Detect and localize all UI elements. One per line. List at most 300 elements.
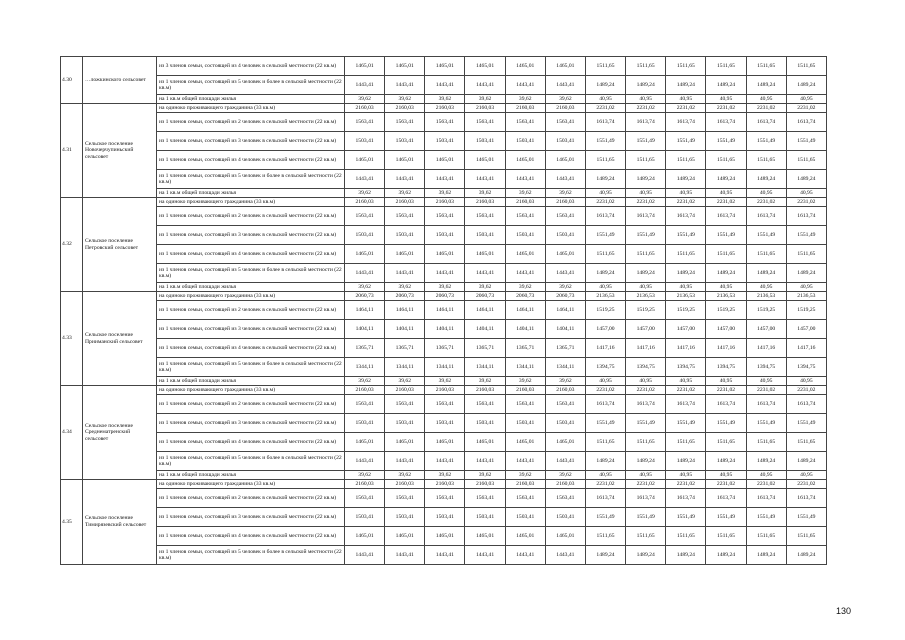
value-cell: 1489,24 bbox=[746, 170, 786, 189]
value-cell: 1465,01 bbox=[385, 527, 425, 546]
tariff-table bbox=[60, 56, 827, 565]
value-cell: 1417,16 bbox=[786, 339, 826, 358]
value-cell: 1503,41 bbox=[465, 414, 505, 433]
value-cell: 1511,65 bbox=[666, 151, 706, 170]
value-cell: 2231,02 bbox=[626, 480, 666, 489]
value-cell: 1443,41 bbox=[425, 170, 465, 189]
value-cell: 1404,11 bbox=[345, 320, 385, 339]
value-cell: 2231,02 bbox=[626, 386, 666, 395]
value-cell: 2160,03 bbox=[345, 480, 385, 489]
table-row bbox=[61, 198, 827, 207]
value-cell: 1464,11 bbox=[545, 301, 585, 320]
value-cell: 1519,25 bbox=[786, 301, 826, 320]
value-cell: 1503,41 bbox=[505, 414, 545, 433]
value-cell: 1365,71 bbox=[545, 339, 585, 358]
value-cell: 39,62 bbox=[385, 189, 425, 198]
value-cell: 40,95 bbox=[706, 189, 746, 198]
value-cell: 1344,11 bbox=[425, 358, 465, 377]
norm-description: из 1 членов семьи, состоящей из 4 человек в сельской местности (22 кв.м) bbox=[157, 527, 345, 546]
value-cell: 1613,74 bbox=[786, 113, 826, 132]
value-cell: 1551,49 bbox=[786, 414, 826, 433]
value-cell: 1563,41 bbox=[465, 113, 505, 132]
value-cell: 1465,01 bbox=[505, 245, 545, 264]
value-cell: 1613,74 bbox=[746, 489, 786, 508]
value-cell: 40,95 bbox=[626, 471, 666, 480]
value-cell: 1489,24 bbox=[786, 76, 826, 95]
value-cell: 1551,49 bbox=[626, 132, 666, 151]
value-cell: 39,62 bbox=[425, 377, 465, 386]
table-row bbox=[61, 76, 827, 95]
value-cell: 2231,02 bbox=[706, 104, 746, 113]
value-cell: 39,62 bbox=[465, 283, 505, 292]
value-cell: 39,62 bbox=[385, 377, 425, 386]
value-cell: 2160,03 bbox=[465, 386, 505, 395]
value-cell: 40,95 bbox=[786, 283, 826, 292]
table-row bbox=[61, 395, 827, 414]
table-row bbox=[61, 113, 827, 132]
value-cell: 1551,49 bbox=[585, 508, 625, 527]
value-cell: 39,62 bbox=[425, 283, 465, 292]
value-cell: 1503,41 bbox=[545, 132, 585, 151]
norm-description: на одиноко проживающего гражданина (33 кв.м) bbox=[157, 386, 345, 395]
table-row bbox=[61, 546, 827, 565]
value-cell: 1443,41 bbox=[465, 452, 505, 471]
value-cell: 1465,01 bbox=[385, 245, 425, 264]
value-cell: 1457,00 bbox=[626, 320, 666, 339]
value-cell: 1404,11 bbox=[385, 320, 425, 339]
value-cell: 1404,11 bbox=[425, 320, 465, 339]
value-cell: 1511,65 bbox=[786, 433, 826, 452]
value-cell: 40,95 bbox=[666, 189, 706, 198]
value-cell: 2231,02 bbox=[786, 480, 826, 489]
value-cell: 2231,02 bbox=[746, 480, 786, 489]
norm-description: из 1 членов семьи, состоящей из 2 человек в сельской местности (22 кв.м) bbox=[157, 395, 345, 414]
value-cell: 1613,74 bbox=[666, 395, 706, 414]
value-cell: 1489,24 bbox=[706, 264, 746, 283]
value-cell: 1457,00 bbox=[666, 320, 706, 339]
value-cell: 1417,16 bbox=[706, 339, 746, 358]
tariff-table-body bbox=[61, 57, 827, 565]
value-cell: 1519,25 bbox=[746, 301, 786, 320]
value-cell: 1344,11 bbox=[345, 358, 385, 377]
value-cell: 1551,49 bbox=[626, 414, 666, 433]
value-cell: 1365,71 bbox=[345, 339, 385, 358]
value-cell: 1511,65 bbox=[746, 151, 786, 170]
settlement-name: Сельское поселение Тимирязевский сельсовет bbox=[83, 480, 157, 565]
value-cell: 2231,02 bbox=[666, 386, 706, 395]
value-cell: 1489,24 bbox=[585, 452, 625, 471]
value-cell: 1511,65 bbox=[626, 245, 666, 264]
value-cell: 39,62 bbox=[545, 283, 585, 292]
value-cell: 1563,41 bbox=[465, 207, 505, 226]
norm-description: из 1 членов семьи, состоящей из 3 человек в сельской местности (22 кв.м) bbox=[157, 320, 345, 339]
value-cell: 1503,41 bbox=[345, 508, 385, 527]
value-cell: 1465,01 bbox=[545, 57, 585, 76]
settlement-code: 4.35 bbox=[61, 480, 83, 565]
value-cell: 1465,01 bbox=[345, 527, 385, 546]
norm-description: из 1 членов семьи, состоящей из 3 человек в сельской местности (22 кв.м) bbox=[157, 508, 345, 527]
value-cell: 1563,41 bbox=[465, 395, 505, 414]
table-row bbox=[61, 189, 827, 198]
value-cell: 39,62 bbox=[425, 95, 465, 104]
value-cell: 1511,65 bbox=[786, 57, 826, 76]
value-cell: 40,95 bbox=[706, 471, 746, 480]
value-cell: 1489,24 bbox=[666, 76, 706, 95]
table-row bbox=[61, 170, 827, 189]
value-cell: 1511,65 bbox=[706, 527, 746, 546]
value-cell: 2136,53 bbox=[706, 292, 746, 301]
value-cell: 1417,16 bbox=[666, 339, 706, 358]
value-cell: 2231,02 bbox=[706, 386, 746, 395]
value-cell: 2160,03 bbox=[385, 386, 425, 395]
value-cell: 39,62 bbox=[505, 377, 545, 386]
value-cell: 2231,02 bbox=[746, 198, 786, 207]
value-cell: 1551,49 bbox=[746, 226, 786, 245]
value-cell: 1465,01 bbox=[465, 245, 505, 264]
value-cell: 2231,02 bbox=[666, 480, 706, 489]
value-cell: 1443,41 bbox=[505, 76, 545, 95]
value-cell: 1563,41 bbox=[385, 207, 425, 226]
value-cell: 40,95 bbox=[786, 377, 826, 386]
table-row bbox=[61, 245, 827, 264]
norm-description: из 1 членов семьи, состоящей из 3 человек в сельской местности (22 кв.м) bbox=[157, 414, 345, 433]
value-cell: 1551,49 bbox=[746, 132, 786, 151]
value-cell: 40,95 bbox=[666, 471, 706, 480]
value-cell: 2231,02 bbox=[626, 198, 666, 207]
norm-description: из 1 членов семьи, состоящей из 5 человек и более в сельской местности (22 кв.м) bbox=[157, 452, 345, 471]
value-cell: 39,62 bbox=[345, 377, 385, 386]
value-cell: 1613,74 bbox=[626, 489, 666, 508]
value-cell: 1443,41 bbox=[425, 76, 465, 95]
settlement-code: 4.33 bbox=[61, 292, 83, 386]
value-cell: 1613,74 bbox=[706, 489, 746, 508]
value-cell: 40,95 bbox=[786, 471, 826, 480]
value-cell: 1465,01 bbox=[505, 151, 545, 170]
page-number: 130 bbox=[836, 606, 852, 616]
value-cell: 40,95 bbox=[666, 95, 706, 104]
value-cell: 1503,41 bbox=[505, 226, 545, 245]
value-cell: 1465,01 bbox=[345, 245, 385, 264]
value-cell: 1503,41 bbox=[425, 226, 465, 245]
table-row bbox=[61, 283, 827, 292]
value-cell: 40,95 bbox=[746, 189, 786, 198]
value-cell: 1465,01 bbox=[385, 57, 425, 76]
value-cell: 1465,01 bbox=[345, 433, 385, 452]
value-cell: 2060,73 bbox=[385, 292, 425, 301]
value-cell: 2231,02 bbox=[666, 104, 706, 113]
value-cell: 1519,25 bbox=[585, 301, 625, 320]
value-cell: 2160,03 bbox=[345, 386, 385, 395]
value-cell: 1465,01 bbox=[425, 433, 465, 452]
value-cell: 2160,03 bbox=[545, 386, 585, 395]
table-row bbox=[61, 104, 827, 113]
value-cell: 40,95 bbox=[706, 377, 746, 386]
table-row bbox=[61, 377, 827, 386]
value-cell: 39,62 bbox=[345, 189, 385, 198]
value-cell: 1443,41 bbox=[345, 170, 385, 189]
value-cell: 1465,01 bbox=[465, 433, 505, 452]
value-cell: 1551,49 bbox=[666, 508, 706, 527]
value-cell: 1465,01 bbox=[505, 433, 545, 452]
value-cell: 1464,11 bbox=[465, 301, 505, 320]
value-cell: 1503,41 bbox=[505, 132, 545, 151]
tariff-table-container bbox=[60, 56, 827, 565]
value-cell: 1465,01 bbox=[505, 57, 545, 76]
value-cell: 2231,02 bbox=[585, 480, 625, 489]
value-cell: 39,62 bbox=[505, 189, 545, 198]
value-cell: 2160,03 bbox=[505, 198, 545, 207]
norm-description: из 1 членов семьи, состоящей из 4 человек в сельской местности (22 кв.м) bbox=[157, 245, 345, 264]
value-cell: 1464,11 bbox=[385, 301, 425, 320]
value-cell: 2231,02 bbox=[585, 104, 625, 113]
value-cell: 2060,73 bbox=[465, 292, 505, 301]
value-cell: 1563,41 bbox=[425, 207, 465, 226]
value-cell: 1503,41 bbox=[465, 226, 505, 245]
value-cell: 1489,24 bbox=[585, 170, 625, 189]
value-cell: 1464,11 bbox=[425, 301, 465, 320]
value-cell: 2136,53 bbox=[626, 292, 666, 301]
value-cell: 1394,75 bbox=[585, 358, 625, 377]
value-cell: 40,95 bbox=[626, 377, 666, 386]
value-cell: 40,95 bbox=[585, 189, 625, 198]
value-cell: 1489,24 bbox=[746, 264, 786, 283]
value-cell: 1511,65 bbox=[666, 245, 706, 264]
value-cell: 1489,24 bbox=[585, 546, 625, 565]
table-row bbox=[61, 452, 827, 471]
value-cell: 1613,74 bbox=[666, 113, 706, 132]
value-cell: 1503,41 bbox=[545, 414, 585, 433]
value-cell: 1563,41 bbox=[345, 113, 385, 132]
value-cell: 1511,65 bbox=[706, 245, 746, 264]
norm-description: из 1 членов семьи, состоящей из 5 человек и более в сельской местности (22 кв.м) bbox=[157, 76, 345, 95]
value-cell: 1613,74 bbox=[746, 395, 786, 414]
value-cell: 1503,41 bbox=[545, 508, 585, 527]
value-cell: 1511,65 bbox=[626, 433, 666, 452]
value-cell: 1551,49 bbox=[626, 508, 666, 527]
norm-description: из 1 членов семьи, состоящей из 2 человек в сельской местности (22 кв.м) bbox=[157, 489, 345, 508]
value-cell: 2160,03 bbox=[505, 386, 545, 395]
value-cell: 1489,24 bbox=[626, 170, 666, 189]
value-cell: 1443,41 bbox=[345, 546, 385, 565]
table-row bbox=[61, 489, 827, 508]
table-row bbox=[61, 386, 827, 395]
value-cell: 1511,65 bbox=[746, 527, 786, 546]
value-cell: 39,62 bbox=[505, 95, 545, 104]
value-cell: 40,95 bbox=[746, 95, 786, 104]
value-cell: 39,62 bbox=[465, 471, 505, 480]
value-cell: 2231,02 bbox=[746, 386, 786, 395]
value-cell: 1503,41 bbox=[425, 414, 465, 433]
norm-description: на одиноко проживающего гражданина (33 кв.м) bbox=[157, 198, 345, 207]
value-cell: 2160,03 bbox=[385, 198, 425, 207]
value-cell: 40,95 bbox=[666, 377, 706, 386]
norm-description: на одиноко проживающего гражданина (33 кв.м) bbox=[157, 292, 345, 301]
norm-description: на 1 кв.м общей площади жилья bbox=[157, 283, 345, 292]
value-cell: 1465,01 bbox=[425, 527, 465, 546]
value-cell: 2160,03 bbox=[465, 198, 505, 207]
value-cell: 1465,01 bbox=[545, 527, 585, 546]
value-cell: 1503,41 bbox=[425, 132, 465, 151]
value-cell: 1613,74 bbox=[706, 395, 746, 414]
table-row bbox=[61, 301, 827, 320]
value-cell: 1443,41 bbox=[385, 452, 425, 471]
value-cell: 1394,75 bbox=[666, 358, 706, 377]
value-cell: 1344,11 bbox=[505, 358, 545, 377]
value-cell: 1365,71 bbox=[425, 339, 465, 358]
value-cell: 1511,65 bbox=[666, 433, 706, 452]
value-cell: 40,95 bbox=[585, 95, 625, 104]
value-cell: 40,95 bbox=[585, 377, 625, 386]
value-cell: 1443,41 bbox=[345, 264, 385, 283]
table-row bbox=[61, 207, 827, 226]
value-cell: 1563,41 bbox=[345, 395, 385, 414]
value-cell: 1503,41 bbox=[385, 508, 425, 527]
value-cell: 1511,65 bbox=[585, 151, 625, 170]
settlement-name: Сельское поселение Петровский сельсовет bbox=[83, 198, 157, 292]
value-cell: 1443,41 bbox=[465, 546, 505, 565]
value-cell: 40,95 bbox=[706, 95, 746, 104]
value-cell: 39,62 bbox=[345, 95, 385, 104]
settlement-name: Сельское поселение Прииманский сельсовет bbox=[83, 292, 157, 386]
value-cell: 1563,41 bbox=[505, 489, 545, 508]
value-cell: 1443,41 bbox=[545, 76, 585, 95]
value-cell: 1443,41 bbox=[545, 264, 585, 283]
table-row bbox=[61, 339, 827, 358]
value-cell: 1613,74 bbox=[786, 395, 826, 414]
value-cell: 1511,65 bbox=[746, 433, 786, 452]
value-cell: 1443,41 bbox=[385, 170, 425, 189]
norm-description: на 1 кв.м общей площади жилья bbox=[157, 95, 345, 104]
value-cell: 39,62 bbox=[505, 283, 545, 292]
value-cell: 39,62 bbox=[425, 189, 465, 198]
value-cell: 1465,01 bbox=[425, 151, 465, 170]
value-cell: 1489,24 bbox=[746, 452, 786, 471]
value-cell: 1511,65 bbox=[666, 527, 706, 546]
value-cell: 1613,74 bbox=[746, 207, 786, 226]
value-cell: 1489,24 bbox=[706, 170, 746, 189]
value-cell: 1465,01 bbox=[465, 151, 505, 170]
value-cell: 1457,00 bbox=[706, 320, 746, 339]
value-cell: 1417,16 bbox=[585, 339, 625, 358]
norm-description: из 1 членов семьи, состоящей из 2 человек в сельской местности (22 кв.м) bbox=[157, 207, 345, 226]
table-row bbox=[61, 264, 827, 283]
value-cell: 40,95 bbox=[626, 95, 666, 104]
value-cell: 1443,41 bbox=[385, 264, 425, 283]
value-cell: 1613,74 bbox=[786, 207, 826, 226]
value-cell: 1465,01 bbox=[385, 151, 425, 170]
value-cell: 1443,41 bbox=[545, 546, 585, 565]
value-cell: 1613,74 bbox=[626, 207, 666, 226]
value-cell: 2160,03 bbox=[465, 480, 505, 489]
value-cell: 1551,49 bbox=[706, 414, 746, 433]
value-cell: 1394,75 bbox=[626, 358, 666, 377]
value-cell: 1551,49 bbox=[585, 132, 625, 151]
value-cell: 2136,53 bbox=[666, 292, 706, 301]
value-cell: 1503,41 bbox=[465, 508, 505, 527]
value-cell: 1551,49 bbox=[585, 414, 625, 433]
value-cell: 39,62 bbox=[385, 471, 425, 480]
value-cell: 1511,65 bbox=[626, 527, 666, 546]
value-cell: 1563,41 bbox=[545, 113, 585, 132]
value-cell: 1365,71 bbox=[385, 339, 425, 358]
value-cell: 1613,74 bbox=[706, 207, 746, 226]
value-cell: 1489,24 bbox=[626, 264, 666, 283]
value-cell: 39,62 bbox=[545, 377, 585, 386]
table-row bbox=[61, 414, 827, 433]
value-cell: 1489,24 bbox=[706, 546, 746, 565]
value-cell: 2160,03 bbox=[465, 104, 505, 113]
value-cell: 1511,65 bbox=[786, 245, 826, 264]
value-cell: 1503,41 bbox=[505, 508, 545, 527]
norm-description: на одиноко проживающего гражданина (33 кв.м) bbox=[157, 480, 345, 489]
norm-description: из 1 членов семьи, состоящей из 5 человек и более в сельской местности (22 кв.м) bbox=[157, 264, 345, 283]
value-cell: 2136,53 bbox=[786, 292, 826, 301]
value-cell: 2136,53 bbox=[746, 292, 786, 301]
value-cell: 1511,65 bbox=[585, 433, 625, 452]
value-cell: 2231,02 bbox=[666, 198, 706, 207]
table-row bbox=[61, 480, 827, 489]
value-cell: 40,95 bbox=[666, 283, 706, 292]
value-cell: 39,62 bbox=[465, 189, 505, 198]
value-cell: 1489,24 bbox=[626, 452, 666, 471]
value-cell: 1613,74 bbox=[585, 207, 625, 226]
value-cell: 1551,49 bbox=[706, 508, 746, 527]
value-cell: 1489,24 bbox=[585, 264, 625, 283]
value-cell: 2060,73 bbox=[545, 292, 585, 301]
value-cell: 1511,65 bbox=[746, 57, 786, 76]
value-cell: 2160,03 bbox=[545, 198, 585, 207]
value-cell: 39,62 bbox=[545, 95, 585, 104]
value-cell: 1457,00 bbox=[585, 320, 625, 339]
value-cell: 1465,01 bbox=[465, 527, 505, 546]
value-cell: 39,62 bbox=[385, 95, 425, 104]
value-cell: 2231,02 bbox=[585, 386, 625, 395]
table-row bbox=[61, 151, 827, 170]
value-cell: 1465,01 bbox=[385, 433, 425, 452]
norm-description: из 1 членов семьи, состоящей из 5 человек и более в сельской местности (22 кв.м) bbox=[157, 358, 345, 377]
value-cell: 1443,41 bbox=[505, 452, 545, 471]
table-row bbox=[61, 358, 827, 377]
value-cell: 1489,24 bbox=[786, 264, 826, 283]
value-cell: 1394,75 bbox=[706, 358, 746, 377]
value-cell: 1443,41 bbox=[345, 76, 385, 95]
table-row bbox=[61, 95, 827, 104]
value-cell: 2231,02 bbox=[706, 198, 746, 207]
value-cell: 1443,41 bbox=[425, 452, 465, 471]
value-cell: 40,95 bbox=[585, 471, 625, 480]
value-cell: 1519,25 bbox=[706, 301, 746, 320]
table-row bbox=[61, 508, 827, 527]
value-cell: 39,62 bbox=[465, 377, 505, 386]
value-cell: 1511,65 bbox=[706, 57, 746, 76]
value-cell: 39,62 bbox=[385, 283, 425, 292]
value-cell: 1563,41 bbox=[505, 207, 545, 226]
value-cell: 1443,41 bbox=[545, 452, 585, 471]
value-cell: 1551,49 bbox=[786, 226, 826, 245]
value-cell: 2231,02 bbox=[746, 104, 786, 113]
norm-description: на одиноко проживающего гражданина (33 кв.м) bbox=[157, 104, 345, 113]
value-cell: 1465,01 bbox=[345, 151, 385, 170]
value-cell: 1465,01 bbox=[545, 245, 585, 264]
value-cell: 40,95 bbox=[786, 95, 826, 104]
value-cell: 1551,49 bbox=[786, 508, 826, 527]
value-cell: 1551,49 bbox=[706, 132, 746, 151]
value-cell: 1563,41 bbox=[505, 395, 545, 414]
value-cell: 1443,41 bbox=[505, 264, 545, 283]
value-cell: 2160,03 bbox=[345, 198, 385, 207]
table-row bbox=[61, 226, 827, 245]
value-cell: 1551,49 bbox=[706, 226, 746, 245]
